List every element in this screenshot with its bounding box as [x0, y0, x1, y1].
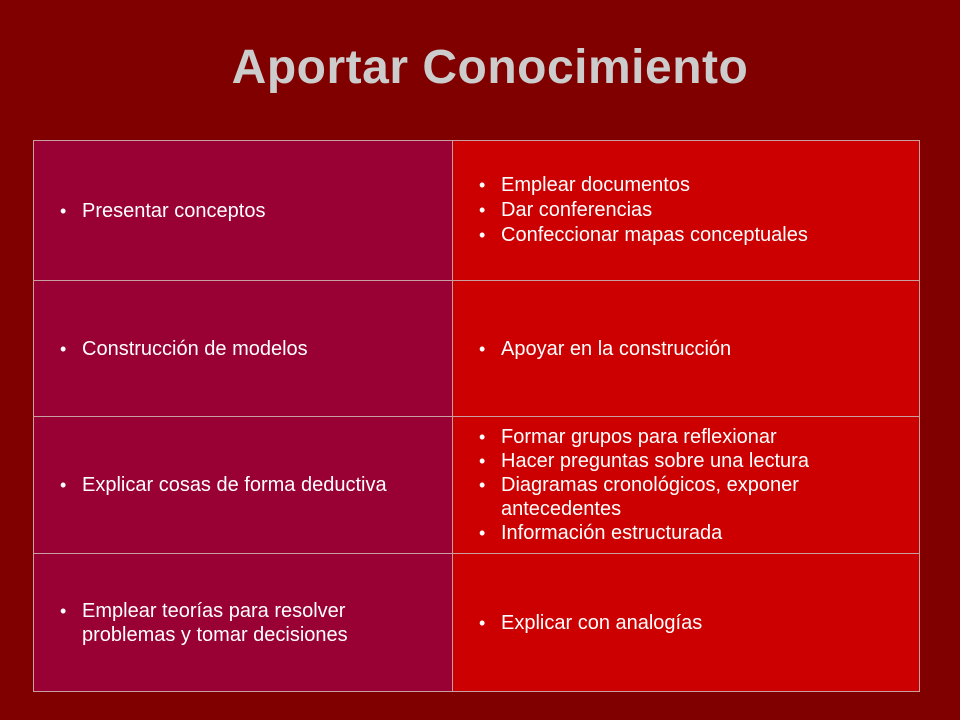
list-item: • Confeccionar mapas conceptuales — [479, 223, 909, 248]
list-item: • Hacer preguntas sobre una lectura — [479, 449, 909, 473]
table-row — [34, 281, 920, 417]
left-cell — [34, 141, 453, 281]
list-item: • Construcción de modelos — [60, 337, 442, 361]
content-table — [33, 140, 920, 692]
left-cell — [34, 281, 453, 417]
left-cell — [34, 554, 453, 692]
list-item: • Diagramas cronológicos, exponer antecedentes — [479, 473, 909, 521]
bullet-list — [479, 173, 909, 248]
list-item: • Presentar conceptos — [60, 199, 442, 223]
list-item: • Información estructurada — [479, 521, 909, 545]
bullet-list — [60, 599, 442, 647]
right-cell — [453, 554, 920, 692]
bullet-list — [479, 337, 909, 361]
left-cell — [34, 417, 453, 554]
list-item: • Explicar cosas de forma deductiva — [60, 473, 442, 497]
table-row — [34, 417, 920, 554]
right-cell — [453, 141, 920, 281]
list-item: • Dar conferencias — [479, 198, 909, 223]
bullet-list — [479, 611, 909, 635]
bullet-list — [60, 473, 442, 497]
table-row — [34, 554, 920, 692]
list-item: • Emplear teorías para resolver problemas y tomar decisiones — [60, 599, 442, 647]
list-item: • Emplear documentos — [479, 173, 909, 198]
right-cell — [453, 281, 920, 417]
bullet-list — [60, 337, 442, 361]
list-item: • Apoyar en la construcción — [479, 337, 909, 361]
bullet-list — [60, 199, 442, 223]
slide-title: Aportar Conocimiento — [231, 41, 749, 94]
table-row — [34, 141, 920, 281]
list-item: • Formar grupos para reflexionar — [479, 425, 909, 449]
list-item: • Explicar con analogías — [479, 611, 909, 635]
bullet-list — [479, 425, 909, 545]
right-cell — [453, 417, 920, 554]
